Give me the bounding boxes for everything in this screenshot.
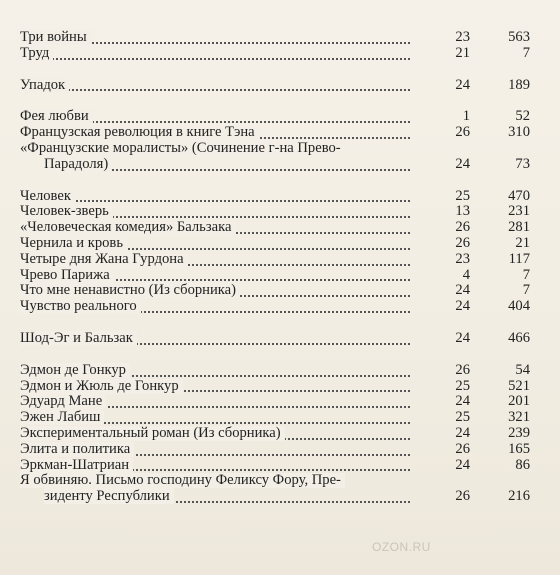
volume-number: 13: [455, 203, 470, 220]
page-number: 7: [522, 266, 530, 283]
volume-number: 24: [455, 456, 470, 473]
page-number: 321: [508, 409, 530, 426]
entry-title: Упадок: [20, 78, 69, 93]
index-entry: [20, 30, 530, 46]
page-number: 86: [515, 456, 530, 473]
page-number: 216: [508, 488, 530, 505]
volume-number: 24: [455, 155, 470, 172]
entry-title: Эдмон и Жюль де Гонкур: [20, 379, 183, 394]
page-number: 563: [508, 29, 530, 45]
page-number: 21: [515, 234, 530, 251]
page-number: 117: [508, 250, 530, 267]
entry-title: Я обвиняю. Письмо господину Феликсу Фору, Пре-: [20, 473, 345, 488]
entry-title: Эдмон де Гонкур: [20, 363, 130, 378]
index-entry: [20, 268, 530, 284]
index-entry: [20, 46, 530, 62]
page-number: 73: [515, 155, 530, 172]
page-number: 404: [508, 298, 530, 315]
entry-title: Три войны: [20, 30, 91, 45]
index-entry: [20, 236, 530, 252]
volume-number: 24: [455, 298, 470, 315]
group-gap: [20, 93, 530, 109]
entry-title: Экспериментальный роман (Из сборника): [20, 426, 285, 441]
entry-title: Элита и политика: [20, 442, 134, 457]
index-entry: [20, 331, 530, 347]
entry-title: Фея любви: [20, 109, 93, 124]
table-of-contents: [20, 30, 530, 505]
entry-title: «Человеческая комедия» Бальзака: [20, 220, 235, 235]
index-entry: [20, 410, 530, 426]
index-entry: [20, 220, 530, 236]
volume-number: 25: [455, 409, 470, 426]
volume-number: 24: [455, 329, 470, 346]
entry-title: «Французские моралисты» (Сочинение г-на Прево-: [20, 141, 345, 156]
entry-title-continuation: Парадоля): [44, 156, 112, 172]
entry-title-line: [20, 141, 530, 157]
entry-title: Чувство реального: [20, 299, 141, 314]
index-entry: [20, 299, 530, 315]
index-group: [20, 363, 530, 505]
page-number: 521: [508, 377, 530, 394]
watermark: OZON.RU: [372, 540, 431, 554]
index-group: [20, 331, 530, 347]
volume-number: 26: [455, 124, 470, 141]
index-entry: [20, 252, 530, 268]
index-entry: [20, 394, 530, 410]
dot-leader: [20, 200, 410, 202]
volume-number: 4: [462, 266, 470, 283]
entry-title: Четыре дня Жана Гурдона: [20, 252, 188, 267]
entry-title: Труд: [20, 46, 53, 61]
group-gap: [20, 315, 530, 331]
volume-number: 26: [455, 488, 470, 505]
dot-leader: [20, 89, 410, 91]
index-entry: [20, 426, 530, 442]
page-number: 201: [508, 393, 530, 410]
entry-title: Что мне ненавистно (Из сборника): [20, 283, 240, 298]
page-number: 466: [508, 329, 530, 346]
index-group: [20, 78, 530, 94]
page-number: 189: [508, 76, 530, 93]
index-entry: [20, 78, 530, 94]
volume-number: 24: [455, 424, 470, 441]
page-number: 54: [515, 361, 530, 378]
entry-title: Эжен Лабиш: [20, 410, 104, 425]
index-entry: [20, 204, 530, 220]
entry-title-line: [20, 473, 530, 489]
volume-number: 26: [455, 361, 470, 378]
page-number: 7: [522, 282, 530, 299]
group-gap: [20, 173, 530, 189]
index-entry: [20, 109, 530, 125]
entry-title: Чернила и кровь: [20, 236, 127, 251]
entry-title: Французская революция в книге Тэна: [20, 125, 259, 140]
page-number: 281: [508, 219, 530, 236]
index-entry: [20, 379, 530, 395]
volume-number: 23: [455, 29, 470, 45]
entry-title-continuation: зиденту Республики: [44, 488, 174, 504]
volume-number: 26: [455, 440, 470, 457]
volume-number: 24: [455, 282, 470, 299]
index-entry: [20, 189, 530, 205]
page-number: 310: [508, 124, 530, 141]
volume-number: 25: [455, 187, 470, 204]
index-entry: [20, 442, 530, 458]
entry-title: Шод-Эг и Бальзак: [20, 331, 137, 346]
volume-number: 26: [455, 219, 470, 236]
index-entry: [20, 283, 530, 299]
page-number: 239: [508, 424, 530, 441]
volume-number: 26: [455, 234, 470, 251]
index-entry: [20, 458, 530, 474]
volume-number: 24: [455, 76, 470, 93]
entry-title: Человек: [20, 189, 75, 204]
index-group: [20, 30, 530, 62]
volume-number: 21: [455, 44, 470, 61]
entry-title: Чрево Парижа: [20, 268, 114, 283]
page-number: 231: [508, 203, 530, 220]
volume-number: 24: [455, 393, 470, 410]
entry-title: Человек-зверь: [20, 204, 113, 219]
page-number: 470: [508, 187, 530, 204]
index-entry: [20, 125, 530, 141]
group-gap: [20, 62, 530, 78]
dot-leader: [20, 58, 410, 60]
page-number: 7: [522, 44, 530, 61]
index-group: [20, 109, 530, 172]
group-gap: [20, 347, 530, 363]
page-number: 165: [508, 440, 530, 457]
volume-number: 1: [462, 108, 470, 125]
page-number: 52: [515, 108, 530, 125]
volume-number: 25: [455, 377, 470, 394]
volume-number: 23: [455, 250, 470, 267]
index-group: [20, 189, 530, 315]
entry-title: Эдуард Мане: [20, 394, 106, 409]
index-entry: [20, 363, 530, 379]
index-entry: [20, 141, 530, 173]
entry-title: Эркман-Шатриан: [20, 458, 133, 473]
index-entry: [20, 473, 530, 505]
